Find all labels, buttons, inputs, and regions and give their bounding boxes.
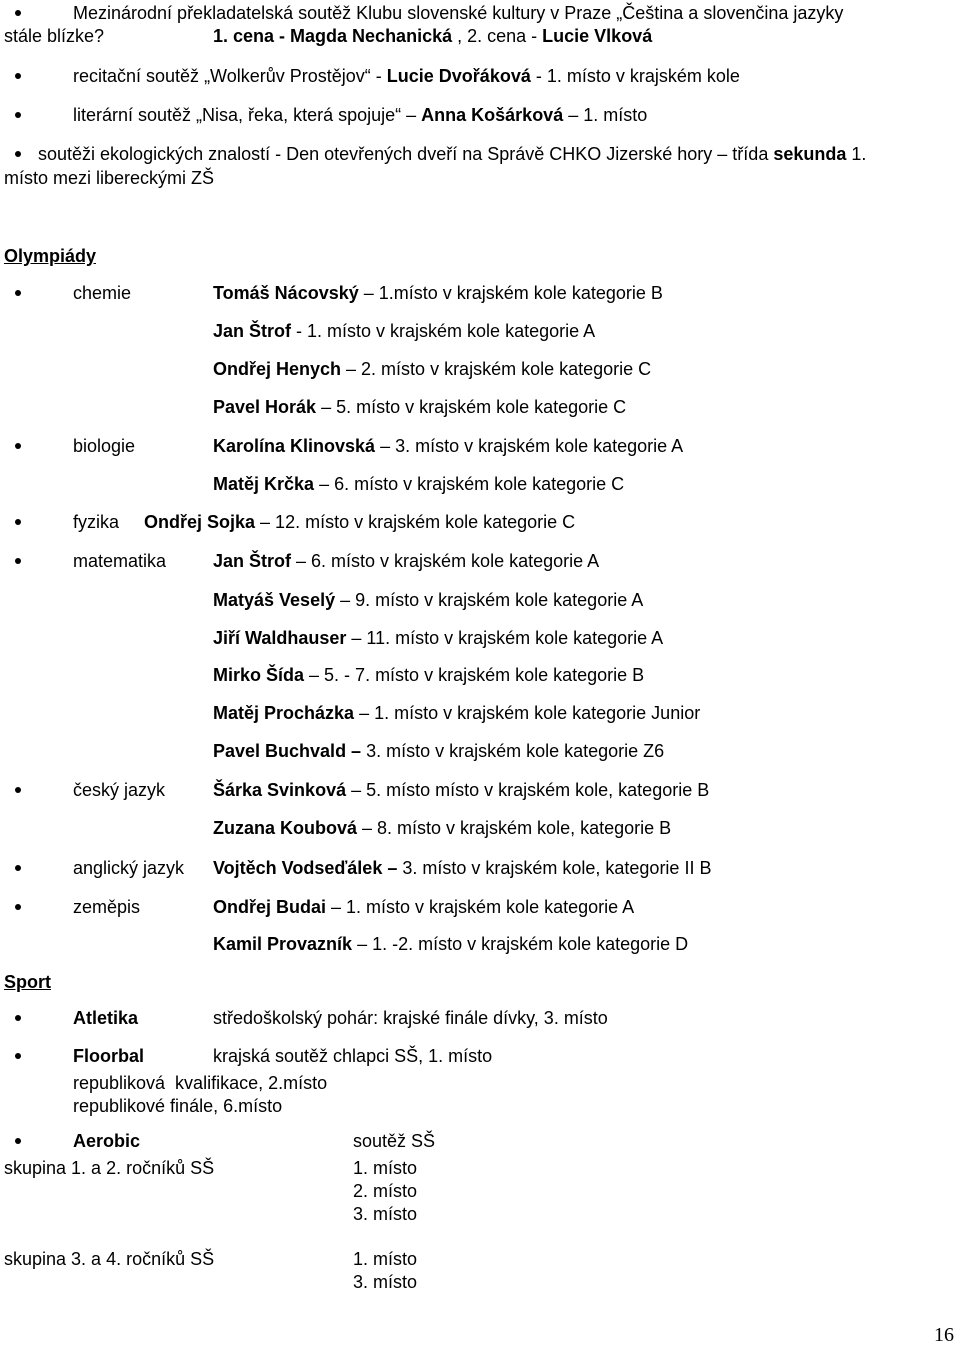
olympiad-student-name: Jan Štrof: [213, 551, 292, 571]
olympiad-result-row: [213, 740, 664, 762]
bullet: [15, 73, 21, 79]
competition-item: [73, 104, 647, 126]
olympiad-subject: český jazyk: [73, 780, 166, 800]
olympiad-student-name: Ondřej Budai: [213, 897, 327, 917]
sport-result-atletika: středoškolský pohár: krajské finále dívky, 3. místo: [213, 1008, 608, 1028]
bullet: [15, 290, 21, 296]
olympiad-result: – 6. místo v krajském kole kategorie C: [314, 474, 625, 494]
olympiad-student-name: Karolína Klinovská: [213, 436, 376, 456]
olympiad-student-name: Ondřej Henych: [213, 359, 342, 379]
olympiad-result: 3. místo v krajském kole, kategorie II B: [397, 858, 712, 878]
bullet: [15, 865, 21, 871]
sport-label: Atletika: [73, 1008, 139, 1028]
competition-winner: Lucie Dvořáková: [386, 66, 531, 86]
olympiad-result-row: [213, 664, 644, 686]
bullet: [15, 10, 21, 16]
floorbal-line-2: republiková kvalifikace, 2.místo: [73, 1073, 328, 1093]
olympiad-result-row: [213, 933, 688, 955]
olympiad-result: – 12. místo v krajském kole kategorie C: [255, 512, 576, 532]
award-first: 1. cena - Magda Nechanická: [213, 26, 453, 46]
olympiad-result-row: [213, 589, 643, 611]
competition-result: - 1. místo v krajském kole: [530, 66, 740, 86]
olympiad-student-name: Jan Štrof: [213, 321, 292, 341]
olympiad-result: - 1. místo v krajském kole kategorie A: [291, 321, 596, 341]
sport-label-floorbal: [73, 1045, 144, 1067]
page-number: 16: [934, 1324, 954, 1346]
floorbal-line-3: republikové finále, 6.místo: [73, 1096, 283, 1116]
competition-winner: Anna Košárková: [421, 105, 564, 125]
olympiad-result: – 5. místo v krajském kole kategorie C: [316, 397, 627, 417]
olympiad-result: – 9. místo v krajském kole kategorie A: [335, 590, 644, 610]
aerobic-group-2-result: 3. místo: [353, 1272, 418, 1292]
aerobic-group-2: skupina 3. a 4. ročníků SŠ: [4, 1249, 215, 1269]
section-heading-sport: Sport: [4, 972, 51, 992]
olympiad-result: – 5. místo místo v krajském kole, kategorie B: [346, 780, 710, 800]
aerobic-header: soutěž SŠ: [353, 1131, 436, 1151]
olympiad-student-name: Jiří Waldhauser: [213, 628, 347, 648]
bullet: [15, 151, 21, 157]
sport-label: Aerobic: [73, 1131, 141, 1151]
competition-text: recitační soutěž „Wolkerův Prostějov“ -: [73, 66, 387, 86]
olympiad-result-row: [213, 779, 709, 801]
olympiad-result: – 1. -2. místo v krajském kole kategorie D: [352, 934, 689, 954]
olympiad-student-name: Matyáš Veselý: [213, 590, 336, 610]
award-second: Lucie Vlková: [542, 26, 653, 46]
section-heading-olympiady: Olympiády: [4, 246, 97, 266]
sport-label-aerobic: [73, 1130, 140, 1152]
sport-label: Floorbal: [73, 1046, 144, 1066]
aerobic-group-1-result: 3. místo: [353, 1204, 418, 1224]
olympiad-student-name: Tomáš Nácovský: [213, 283, 359, 303]
bullet: [15, 787, 21, 793]
olympiad-result-row: [213, 702, 700, 724]
bullet: [15, 1053, 21, 1059]
olympiad-result: – 6. místo v krajském kole kategorie A: [291, 551, 600, 571]
competition-text: soutěži ekologických znalostí - Den otevřených dveří na Správě CHKO Jizerské hory – třída: [38, 144, 774, 164]
olympiad-subject: zeměpis: [73, 897, 141, 917]
olympiad-result: 3. místo v krajském kole kategorie Z6: [361, 741, 665, 761]
olympiad-result-row: [213, 473, 624, 495]
olympiad-result: – 1.místo v krajském kole kategorie B: [358, 283, 663, 303]
bullet: [15, 1138, 21, 1144]
sport-result-floorbal: krajská soutěž chlapci SŠ, 1. místo: [213, 1046, 493, 1066]
bullet: [15, 112, 21, 118]
olympiad-subject: matematika: [73, 551, 167, 571]
bullet: [15, 904, 21, 910]
aerobic-group-1: skupina 1. a 2. ročníků SŠ: [4, 1158, 215, 1178]
olympiad-result-row: [213, 817, 671, 839]
award-sep: , 2. cena -: [452, 26, 543, 46]
olympiad-student-name: Mirko Šída: [213, 665, 305, 685]
sport-label-atletika: [73, 1007, 138, 1029]
olympiad-result: – 11. místo v krajském kole kategorie A: [346, 628, 664, 648]
competition-result: – 1. místo: [563, 105, 648, 125]
olympiad-student-name: Pavel Horák: [213, 397, 317, 417]
competition-item: [73, 65, 740, 87]
olympiad-student-name: Šárka Svinková: [213, 780, 347, 800]
aerobic-group-2-result: 1. místo: [353, 1249, 418, 1269]
olympiad-student-name: Matěj Krčka: [213, 474, 315, 494]
olympiad-result-row: [144, 511, 575, 533]
competition-text: literární soutěž „Nisa, řeka, která spojuje“ –: [73, 105, 422, 125]
bullet: [15, 1015, 21, 1021]
olympiad-result-row: [213, 435, 683, 457]
olympiad-subject: chemie: [73, 283, 132, 303]
olympiad-subject: anglický jazyk: [73, 858, 185, 878]
olympiad-result-row: [213, 627, 663, 649]
olympiad-student-name: Zuzana Koubová: [213, 818, 358, 838]
olympiad-result: – 3. místo v krajském kole kategorie A: [375, 436, 684, 456]
olympiad-result-row: [213, 857, 711, 879]
intro-award: [213, 25, 652, 47]
intro-line-2-prefix: stále blízke?: [4, 26, 105, 46]
olympiad-subject: biologie: [73, 436, 136, 456]
olympiad-student-name: Vojtěch Vodseďálek –: [213, 858, 398, 878]
olympiad-subject: fyzika: [73, 512, 120, 532]
olympiad-student-name: Pavel Buchvald –: [213, 741, 362, 761]
olympiad-result-row: [213, 550, 599, 572]
competition-item: [38, 143, 866, 165]
olympiad-student-name: Matěj Procházka: [213, 703, 355, 723]
competition-winner: sekunda: [773, 144, 847, 164]
olympiad-result: – 5. - 7. místo v krajském kole kategorie B: [304, 665, 645, 685]
aerobic-group-1-result: 1. místo: [353, 1158, 418, 1178]
olympiad-result: – 2. místo v krajském kole kategorie C: [341, 359, 652, 379]
intro-line-2: [4, 25, 104, 47]
olympiad-result-row: [213, 896, 634, 918]
competition-continuation: místo mezi libereckými ZŠ: [4, 168, 215, 188]
intro-line-1: Mezinárodní překladatelská soutěž Klubu slovenské kultury v Praze „Čeština a slovenčina jazyky: [73, 3, 844, 23]
bullet: [15, 443, 21, 449]
olympiad-result-row: [213, 320, 595, 342]
olympiad-result-row: [213, 396, 626, 418]
aerobic-group-1-result: 2. místo: [353, 1181, 418, 1201]
bullet: [15, 558, 21, 564]
olympiad-result-row: [213, 358, 651, 380]
olympiad-result: – 1. místo v krajském kole kategorie A: [326, 897, 635, 917]
olympiad-result-row: [213, 282, 663, 304]
olympiad-student-name: Kamil Provazník: [213, 934, 353, 954]
bullet: [15, 519, 21, 525]
competition-result: 1.: [846, 144, 867, 164]
olympiad-result: – 8. místo v krajském kole, kategorie B: [357, 818, 672, 838]
olympiad-result: – 1. místo v krajském kole kategorie Junior: [354, 703, 701, 723]
olympiad-student-name: Ondřej Sojka: [144, 512, 256, 532]
